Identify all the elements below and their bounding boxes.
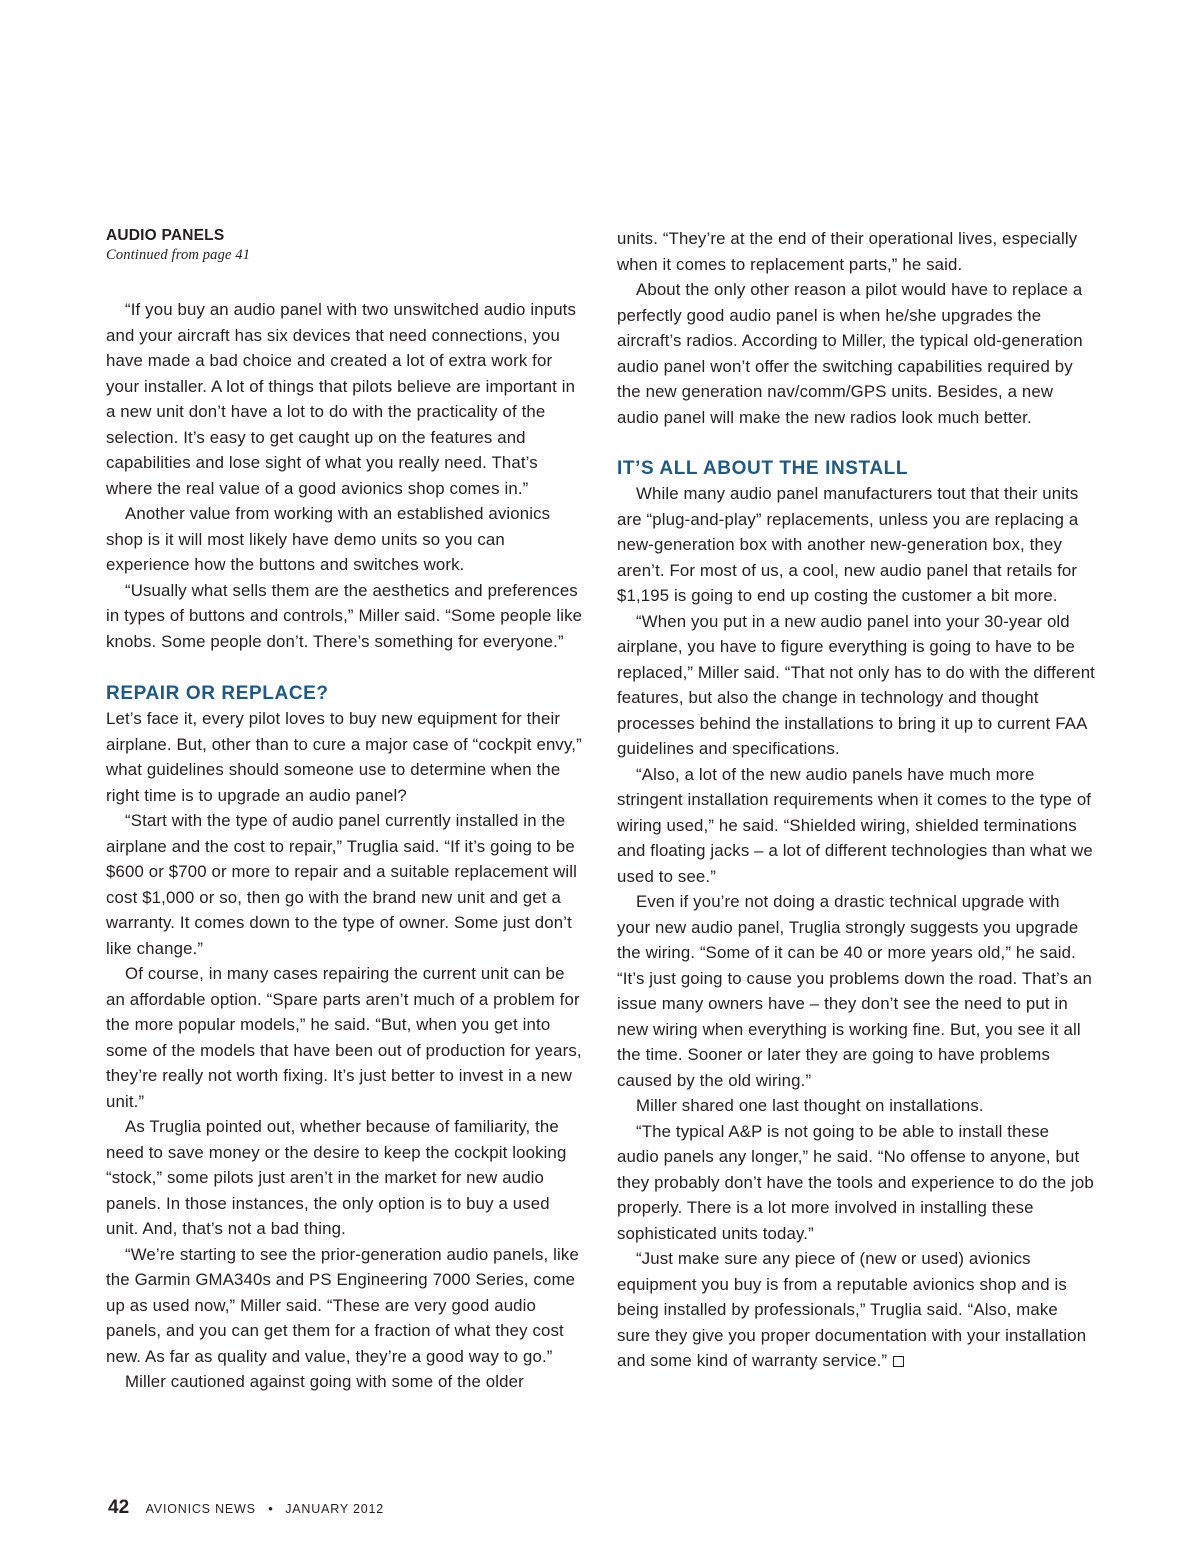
paragraph: Another value from working with an established avionics shop is it will most likely have demo units so you can experience how the buttons and switches work. [106, 504, 551, 574]
end-mark-icon [893, 1356, 904, 1367]
paragraph: Miller shared one last thought on installations. [636, 1096, 984, 1115]
paragraph: Of course, in many cases repairing the current unit can be an affordable option. “Spare parts aren’t much of a problem for the more popular models,” he said. “But, when you get into some of the models that have been out of production for years, they’re really not worth fixing. It’s just better to invest in a new unit.” [106, 964, 582, 1111]
paragraph: About the only other reason a pilot would have to replace a perfectly good audio panel is when he/she upgrades the aircraft’s radios. According to Miller, the typical old-generation audio panel won’t offer the switching capabilities required by the new generation nav/comm/GPS units. Besides, a new audio panel will make the new radios look much better. [617, 280, 1083, 427]
paragraph: “When you put in a new audio panel into your 30-year old airplane, you have to figure everything is going to have to be replaced,” Miller said. “That not only has to do with the different features, but also the change in technology and thought processes behind the installations to bring it up to current FAA guidelines and specifications. [617, 611, 1095, 758]
paragraph: “If you buy an audio panel with two unswitched audio inputs and your aircraft has six devices that need connections, you have made a bad choice and created a lot of extra work for your installer. A lot of things that pilots believe are important in a new unit don’t have a lot to do with the practicality of the selection. It’s easy to get caught up on the features and capabilities and lose sight of what you really need. That’s where the real value of a good avionics shop comes in.” [106, 300, 577, 498]
paragraph: “The typical A&P is not going to be able to install these audio panels any longer,” he said. “No offense to anyone, but they probably don’t have the tools and experience to do the job properly. There is a lot more involved in installing these sophisticated units today.” [617, 1121, 1094, 1243]
paragraph: While many audio panel manufacturers tout that their units are “plug-and-play” replacements, unless you are replacing a new-generation box with another new-generation box, they aren’t. For most of us, a cool, new audio panel that retails for $1,195 is going to end up costing the customer a bit more. [617, 484, 1079, 605]
subheading-all-about-the-install: IT’S ALL ABOUT THE INSTALL [617, 458, 909, 479]
right-column [617, 226, 1095, 1374]
page-footer [108, 1497, 384, 1519]
subheading-repair-or-replace: REPAIR OR REPLACE? [106, 683, 329, 704]
paragraph: Miller cautioned against going with some of the older [125, 1372, 524, 1391]
paragraph: “Start with the type of audio panel currently installed in the airplane and the cost to repair,” Truglia said. “If it’s going to be $600 or $700 or more to repair and a suitable replacement will cost $1,000 or so, then go with the brand new unit and get a warranty. It comes down to the type of owner. Some just don’t like change.” [106, 811, 578, 958]
footer-separator: • [268, 1501, 273, 1516]
paragraph: Even if you’re not doing a drastic technical upgrade with your new audio panel, Truglia strongly suggests you upgrade the wiring. “Some of it can be 40 or more years old,” he said. “It’s just going to cause you problems down the road. That’s an issue many owners have – they don’t see the need to put in new wiring when everything is working fine. But, you see it all the time. Sooner or later they are going to have problems caused by the old wiring.” [617, 892, 1092, 1090]
paragraph: “We’re starting to see the prior-generation audio panels, like the Garmin GMA340s and PS Engineering 7000 Series, come up as used now,” Miller said. “These are very good audio panels, and you can get them for a fraction of what they cost new. As far as quality and value, they’re a good way to go.” [106, 1244, 579, 1366]
continued-note: Continued from page 41 [106, 247, 251, 263]
paragraph: “Usually what sells them are the aesthetics and preferences in types of buttons and controls,” Miller said. “Some people like knobs. Some people don’t. There’s something for everyone.” [106, 580, 583, 651]
paragraph: Let’s face it, every pilot loves to buy new equipment for their airplane. But, other than to cure a major case of “cockpit envy,” what guidelines should someone use to determine when the right time is to upgrade an audio panel? [106, 709, 582, 805]
publication-name: AVIONICS NEWS [145, 1502, 256, 1516]
paragraph-final-text: “Just make sure any piece of (new or used) avionics equipment you buy is from a reputable avionics shop and is being installed by professionals,” Truglia said. “Also, make sure they give you proper documentation with your installation and some kind of warranty service.” [617, 1249, 1087, 1370]
page-number: 42 [108, 1497, 130, 1518]
paragraph: As Truglia pointed out, whether because of familiarity, the need to save money or the desire to keep the cockpit looking “stock,” some pilots just aren’t in the market for new audio panels. In those instances, the only option is to buy a used unit. And, that’s not a bad thing. [106, 1117, 567, 1238]
paragraph-final [617, 1246, 1095, 1374]
issue-date: JANUARY 2012 [285, 1502, 385, 1516]
section-label: AUDIO PANELS [106, 227, 225, 244]
paragraph: “Also, a lot of the new audio panels have much more stringent installation requirements when it comes to the type of wiring used,” he said. “Shielded wiring, shielded terminations and floating jacks – a lot of different technologies than what we used to see.” [617, 764, 1093, 886]
left-column [106, 226, 584, 1395]
paragraph: units. “They’re at the end of their operational lives, especially when it comes to replacement parts,” he said. [617, 229, 1078, 274]
